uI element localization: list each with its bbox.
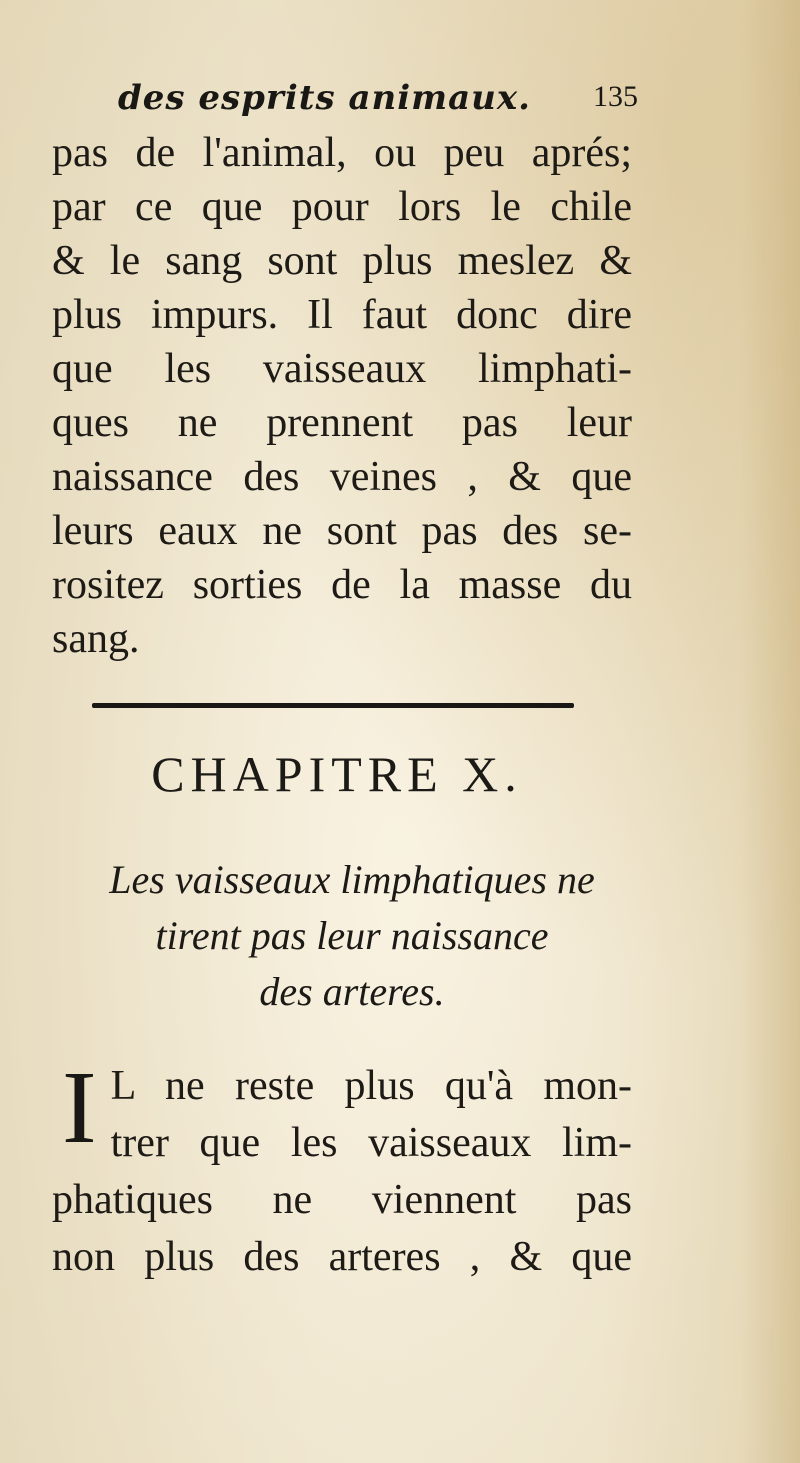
chapter-paragraph xyxy=(52,1050,632,1286)
running-head xyxy=(118,78,638,128)
text-line: par ce que pour lors le chile xyxy=(52,184,632,230)
text-line: rositez sorties de la masse du xyxy=(52,562,632,608)
text-line: naissance des veines , & que xyxy=(52,454,632,500)
section-rule xyxy=(92,703,574,708)
text-line: L ne reste plus qu'à mon- xyxy=(110,1063,632,1109)
chapter-subtitle xyxy=(72,852,632,1020)
text-line: leurs eaux ne sont pas des se- xyxy=(52,508,632,554)
chapter-heading: CHAPITRE X. xyxy=(151,746,523,802)
page-edge-shading xyxy=(740,0,800,1463)
text-line: phatiques ne viennent pas xyxy=(52,1177,632,1223)
subtitle-line: des arteres. xyxy=(259,969,445,1014)
running-head-title: des esprits animaux. xyxy=(118,78,531,118)
text-line: pas de l'animal, ou peu aprés; xyxy=(52,130,632,176)
subtitle-line: tirent pas leur naissance xyxy=(155,913,549,958)
text-line: que les vaisseaux limphati- xyxy=(52,346,632,392)
text-line: plus impurs. Il faut donc dire xyxy=(52,292,632,338)
subtitle-line: Les vaisseaux limphatiques ne xyxy=(109,857,595,902)
body-text xyxy=(52,126,632,666)
drop-cap: I xyxy=(62,1050,97,1165)
text-line: non plus des arteres , & que xyxy=(52,1234,632,1280)
text-line: sang. xyxy=(52,616,140,662)
text-line: trer que les vaisseaux lim- xyxy=(110,1120,632,1166)
text-line: ques ne prennent pas leur xyxy=(52,400,632,446)
page-number: 135 xyxy=(593,80,638,113)
text-line: & le sang sont plus meslez & xyxy=(52,238,632,284)
